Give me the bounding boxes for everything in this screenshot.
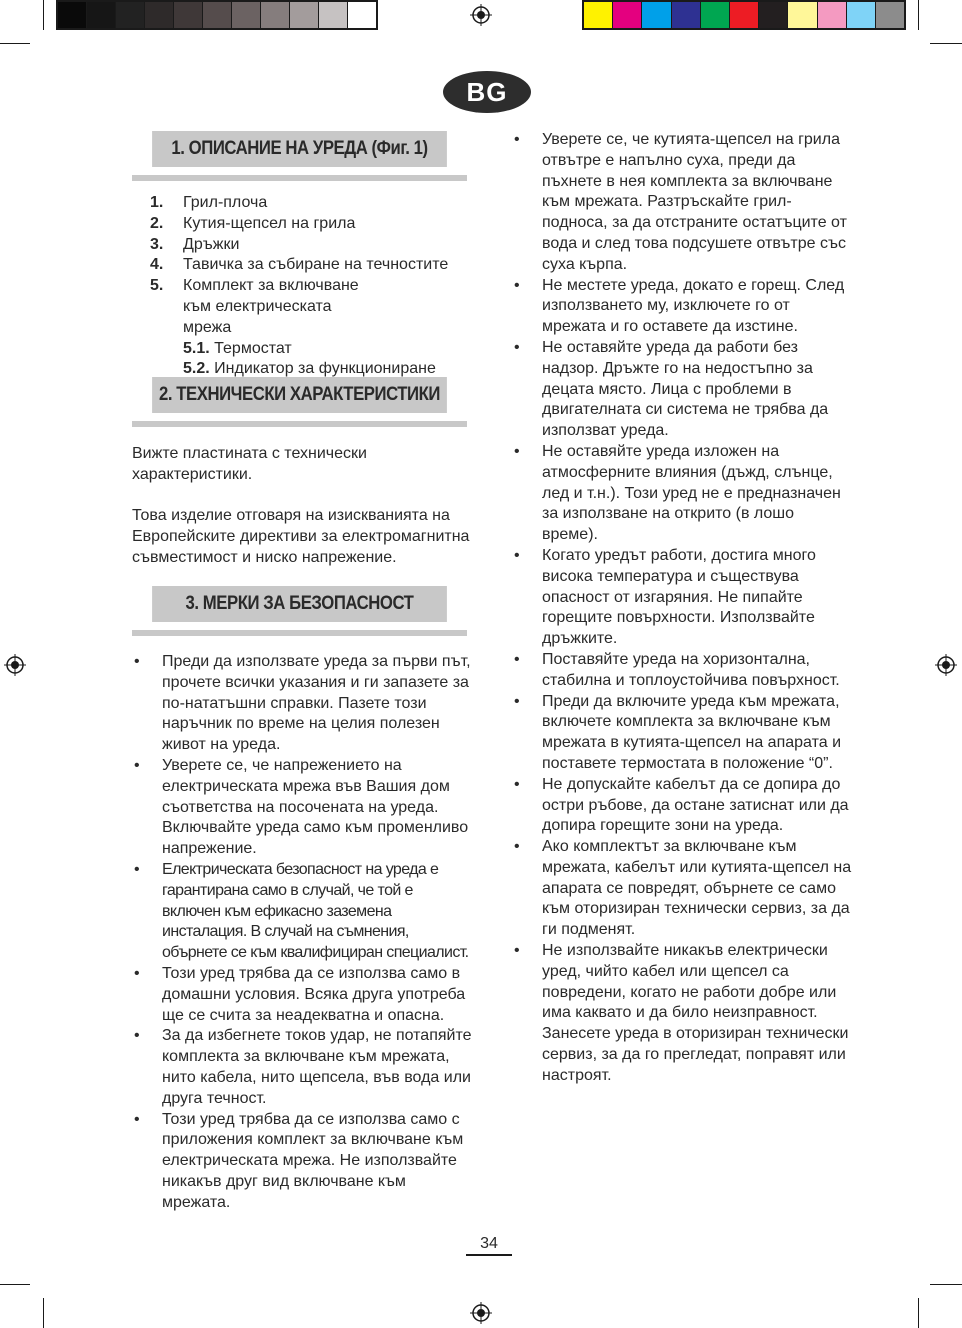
color-swatch: [145, 2, 174, 28]
color-swatch: [203, 2, 232, 28]
section-1-header: [132, 131, 467, 181]
list-item: • Не оставяйте уреда да работи без надзор. Дръжте го на недостъпно за децата място. Лица с проблеми в двигателната си система не трябва да използват уреда.: [513, 338, 853, 442]
item-number: 3.: [150, 235, 164, 253]
color-swatch: [847, 2, 876, 28]
color-swatch: [876, 2, 904, 28]
list-item: • За да избегнете токов удар, не потапяйте комплекта за включване към мрежата, нито кабела, нито щепсела, във вода или друга течност.: [133, 1026, 473, 1109]
item-number: 5.: [150, 277, 164, 295]
list-item: • Този уред трябва да се използва само в домашни условия. Всяка друга употреба ще се счита за неадекватна и опасна.: [133, 964, 473, 1026]
item-number: 4.: [150, 256, 164, 274]
section-divider: [132, 175, 467, 181]
list-item: [150, 214, 470, 235]
parts-list: [150, 193, 470, 380]
crop-mark: [918, 0, 919, 30]
section-2-title: 2. ТЕХНИЧЕСКИ ХАРАКТЕРИСТИКИ: [152, 377, 447, 413]
crop-mark: [0, 43, 30, 44]
list-item: • Не използвайте никакъв електрически уред, чийто кабел или щепсел са повредени, когато не работи добре или има каквато и да било неизправност. Занесете уреда в оторизиран технически сервиз, за да го прегледат, поправят или настроят.: [513, 941, 853, 1087]
tech-paragraph: Вижте пластината с технически характеристики.: [132, 445, 367, 483]
tech-paragraph: Това изделие отговаря на изискванията на Европейските директиви за електромагнитна съвместимост и ниско напрежение.: [132, 507, 470, 566]
registration-mark-icon: [470, 4, 492, 26]
page-number: 34: [480, 1235, 498, 1252]
color-swatch: [58, 2, 87, 28]
color-swatch: [759, 2, 788, 28]
crop-mark: [43, 0, 44, 30]
item-text: Тавичка за събиране на течностите: [183, 256, 449, 274]
item-number: 2.: [150, 214, 164, 232]
color-swatch: [348, 2, 376, 28]
item-text: Кутия-щепсел на грила: [183, 214, 356, 232]
item-text: Грил-плоча: [183, 194, 268, 211]
list-item: [150, 193, 470, 214]
item-text: Индикатор за функциониране: [214, 360, 436, 378]
list-item: • Не допускайте кабелът да се допира до остри ръбове, да остане затиснат или да допира горещите зони на уреда.: [513, 775, 853, 837]
registration-mark-icon: [4, 654, 26, 676]
safety-list-right: [513, 130, 853, 1087]
crop-mark: [0, 1284, 30, 1285]
color-swatch: [87, 2, 116, 28]
item-number: 1.: [150, 194, 164, 211]
list-item: • Електрическата безопасност на уреда е гарантирана само в случай, че той е включен към ефикасно заземена инсталация. В случай на съмнения, обърнете се към квалифициран специалист.: [133, 860, 473, 964]
section-3-header: [132, 586, 467, 636]
sub-list-item: [183, 339, 470, 360]
list-item: • Уверете се, че напрежението на електрическата мрежа във Вашия дом съответства на посочената на уреда. Включвайте уреда само към променливо напрежение.: [133, 756, 473, 860]
list-item: • Когато уредът работи, достига много висока температура и съществува опасност от изгаряния. Не пипайте горещите повърхности. Използвайте дръжките.: [513, 546, 853, 650]
list-item: • Ако комплектът за включване към мрежата, кабелът или кутията-щепсел на апарата се повредят, обърнете се само към оторизиран технически сервиз, за да ги подменят.: [513, 837, 853, 941]
language-badge: BG: [443, 71, 531, 113]
item-text: Дръжки: [183, 235, 240, 253]
page-number-underline: [466, 1254, 512, 1256]
crop-mark: [918, 1298, 919, 1328]
color-swatch: [261, 2, 290, 28]
item-number: 5.2.: [183, 360, 210, 378]
color-swatch: [232, 2, 261, 28]
list-item: • Преди да включите уреда към мрежата, включете комплекта за включване към мрежата в кутията-щепсел на апарата и поставете термостата в положение “0”.: [513, 692, 853, 775]
list-item: • Този уред трябва да се използва само с приложения комплект за включване към електрическата мрежа. Не използвайте никакъв друг вид включване към мрежата.: [133, 1110, 473, 1214]
crop-mark: [930, 1284, 962, 1285]
list-item: • Уверете се, че кутията-щепсел на грила отвътре е напълно суха, преди да пъхнете в нея комплекта за включване към мрежата. Разтръскайте грил-подноса, за да отстраните остатъците от вода и след това подсушете отвътре със суха кърпа.: [513, 130, 853, 276]
crop-mark: [930, 43, 962, 44]
list-item: • Не оставяйте уреда изложен на атмосферните влияния (дъжд, слънце, лед и т.н.). Този уред не е предназначен за използване на открито (в лошо време).: [513, 442, 853, 546]
item-text: Комплект за включване към електрическата мрежа: [183, 277, 359, 336]
color-swatch: [290, 2, 319, 28]
list-item: [150, 235, 470, 256]
color-swatch: [319, 2, 348, 28]
color-swatch: [672, 2, 701, 28]
list-item: [150, 255, 470, 276]
color-calibration-bar-color: [582, 0, 906, 30]
section-3-title: 3. МЕРКИ ЗА БЕЗОПАСНОСТ: [152, 586, 447, 622]
section-2-header: [132, 377, 467, 427]
color-calibration-bar-grayscale: [56, 0, 378, 30]
safety-list-left: [133, 652, 473, 1214]
section-1-title: 1. ОПИСАНИЕ НА УРЕДА (Фиг. 1): [152, 131, 447, 167]
color-swatch: [613, 2, 642, 28]
list-item: • Не местете уреда, докато е горещ. След използването му, изключете го от мрежата и го оставете да изстине.: [513, 276, 853, 338]
color-swatch: [788, 2, 817, 28]
list-item: • Поставяйте уреда на хоризонтална, стабилна и топлоустойчива повърхност.: [513, 650, 853, 692]
color-swatch: [730, 2, 759, 28]
section-divider: [132, 421, 467, 427]
list-item: [150, 276, 470, 338]
color-swatch: [642, 2, 671, 28]
list-item: • Преди да използвате уреда за първи път, прочете всички указания и ги запазете за по-нататъшни справки. Пазете този наръчник по време на целия полезен живот на уреда.: [133, 652, 473, 756]
item-number: 5.1.: [183, 339, 210, 357]
registration-mark-icon: [935, 654, 957, 676]
color-swatch: [174, 2, 203, 28]
section-divider: [132, 630, 467, 636]
color-swatch: [116, 2, 145, 28]
color-swatch: [818, 2, 847, 28]
color-swatch: [701, 2, 730, 28]
registration-mark-icon: [470, 1302, 492, 1324]
color-swatch: [584, 2, 613, 28]
crop-mark: [43, 1298, 44, 1328]
item-text: Термостат: [214, 339, 292, 357]
